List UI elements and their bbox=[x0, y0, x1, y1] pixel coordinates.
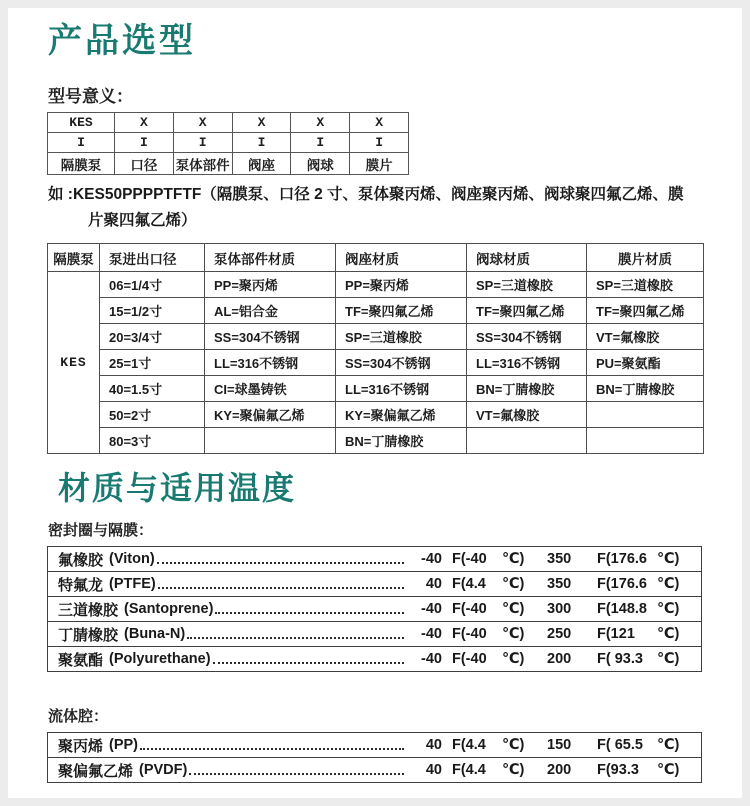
selection-header: 阀座材质 bbox=[336, 244, 467, 272]
selection-cell: LL=316不锈钢 bbox=[467, 350, 587, 376]
min-temp-unit: ℃) bbox=[502, 762, 525, 778]
min-temp-c: F(-40 bbox=[452, 651, 487, 667]
max-temp-unit: ℃) bbox=[657, 737, 680, 753]
selection-cell: 20=3/4寸 bbox=[100, 324, 205, 350]
selection-cell: 06=1/4寸 bbox=[100, 272, 205, 298]
material-name-en: (PP) bbox=[109, 737, 139, 753]
model-cell: 阀球 bbox=[291, 153, 350, 175]
max-temp-c: F(121 bbox=[597, 626, 635, 642]
material-row bbox=[48, 547, 701, 572]
material-row bbox=[48, 622, 701, 647]
model-cell: X bbox=[291, 113, 350, 133]
model-cell: I bbox=[291, 133, 350, 153]
material-row bbox=[48, 758, 701, 782]
max-temp-f: 150 bbox=[547, 737, 572, 753]
model-cell: X bbox=[173, 113, 232, 133]
selection-cell: LL=316不锈钢 bbox=[205, 350, 336, 376]
selection-cell: 50=2寸 bbox=[100, 402, 205, 428]
max-temp-c: F(176.6 bbox=[597, 576, 647, 592]
selection-cell: CI=球墨铸铁 bbox=[205, 376, 336, 402]
material-name-cn: 特氟龙 bbox=[58, 576, 104, 594]
model-cell: I bbox=[115, 133, 174, 153]
selection-cell: SP=三道橡胶 bbox=[587, 272, 704, 298]
max-temp-unit: ℃) bbox=[657, 551, 680, 567]
model-example-line2: 片聚四氟乙烯） bbox=[88, 212, 197, 229]
max-temp-f: 350 bbox=[547, 551, 572, 567]
selection-row bbox=[48, 402, 704, 428]
selection-row bbox=[48, 376, 704, 402]
max-temp-unit: ℃) bbox=[657, 576, 680, 592]
max-temp-unit: ℃) bbox=[657, 601, 680, 617]
min-temp-c: F(4.4 bbox=[452, 762, 486, 778]
selection-row bbox=[48, 272, 704, 298]
selection-cell: SP=三道橡胶 bbox=[336, 324, 467, 350]
model-cell: 阀座 bbox=[232, 153, 291, 175]
page-title: 产品选型 bbox=[48, 22, 196, 60]
min-temp-unit: ℃) bbox=[502, 551, 525, 567]
max-temp-c: F( 65.5 bbox=[597, 737, 643, 753]
min-temp-c: F(-40 bbox=[452, 626, 487, 642]
model-cell: I bbox=[48, 133, 115, 153]
material-name-cn: 聚偏氟乙烯 bbox=[58, 762, 134, 780]
selection-cell: TF=聚四氟乙烯 bbox=[336, 298, 467, 324]
dotted-leader bbox=[157, 562, 404, 564]
selection-cell: 80=3寸 bbox=[100, 428, 205, 454]
material-name-en: (PVDF) bbox=[139, 762, 188, 778]
selection-cell: PU=聚氨酯 bbox=[587, 350, 704, 376]
model-cell: X bbox=[115, 113, 174, 133]
model-cell: X bbox=[232, 113, 291, 133]
dotted-leader bbox=[213, 662, 404, 664]
dotted-leader bbox=[140, 748, 404, 750]
selection-cell: LL=316不锈钢 bbox=[336, 376, 467, 402]
selection-cell: AL=铝合金 bbox=[205, 298, 336, 324]
material-name-en: (Buna-N) bbox=[124, 626, 186, 642]
selection-cell bbox=[587, 428, 704, 454]
min-temp-unit: ℃) bbox=[502, 576, 525, 592]
material-row bbox=[48, 647, 701, 671]
model-code-row bbox=[48, 113, 409, 133]
max-temp-unit: ℃) bbox=[657, 651, 680, 667]
min-temp-c: F(4.4 bbox=[452, 576, 486, 592]
selection-row bbox=[48, 350, 704, 376]
material-row bbox=[48, 733, 701, 758]
min-temp-f: -40 bbox=[421, 651, 442, 667]
material-name-cn: 聚丙烯 bbox=[58, 737, 104, 755]
min-temp-unit: ℃) bbox=[502, 651, 525, 667]
model-cell: I bbox=[173, 133, 232, 153]
dotted-leader bbox=[215, 612, 404, 614]
model-cell: I bbox=[232, 133, 291, 153]
model-cell: X bbox=[350, 113, 409, 133]
section-title-materials: 材质与适用温度 bbox=[58, 470, 297, 506]
min-temp-f: -40 bbox=[421, 551, 442, 567]
max-temp-f: 200 bbox=[547, 651, 572, 667]
material-row bbox=[48, 597, 701, 622]
catalog-page bbox=[8, 8, 742, 798]
selection-cell: 25=1寸 bbox=[100, 350, 205, 376]
max-temp-f: 250 bbox=[547, 626, 572, 642]
max-temp-f: 200 bbox=[547, 762, 572, 778]
selection-cell: BN=丁腈橡胶 bbox=[467, 376, 587, 402]
max-temp-unit: ℃) bbox=[657, 762, 680, 778]
fluid-section-label: 流体腔： bbox=[48, 708, 109, 725]
material-name-en: (PTFE) bbox=[109, 576, 156, 592]
selection-cell: KY=聚偏氟乙烯 bbox=[205, 402, 336, 428]
selection-cell: SS=304不锈钢 bbox=[205, 324, 336, 350]
selection-cell: SP=三道橡胶 bbox=[467, 272, 587, 298]
selection-cell: PP=聚丙烯 bbox=[205, 272, 336, 298]
material-name-en: (Santoprene) bbox=[124, 601, 214, 617]
max-temp-c: F(148.8 bbox=[597, 601, 647, 617]
dotted-leader bbox=[158, 587, 404, 589]
selection-header-row bbox=[48, 244, 704, 272]
material-name-cn: 聚氨酯 bbox=[58, 651, 104, 669]
selection-cell: SS=304不锈钢 bbox=[336, 350, 467, 376]
max-temp-c: F(93.3 bbox=[597, 762, 639, 778]
model-cell: I bbox=[350, 133, 409, 153]
pump-model-cell: KES bbox=[48, 272, 100, 454]
model-meaning-label: 型号意义： bbox=[48, 87, 133, 106]
model-cell: 泵体部件 bbox=[173, 153, 232, 175]
model-cell: 口径 bbox=[115, 153, 174, 175]
selection-cell: BN=丁腈橡胶 bbox=[587, 376, 704, 402]
model-example bbox=[48, 182, 742, 234]
min-temp-c: F(4.4 bbox=[452, 737, 486, 753]
selection-cell: VT=氟橡胶 bbox=[467, 402, 587, 428]
min-temp-c: F(-40 bbox=[452, 601, 487, 617]
selection-cell bbox=[205, 428, 336, 454]
seal-section-label: 密封圈与隔膜： bbox=[48, 522, 154, 539]
min-temp-f: 40 bbox=[425, 576, 442, 592]
min-temp-f: 40 bbox=[425, 762, 442, 778]
selection-row bbox=[48, 324, 704, 350]
selection-cell: BN=丁腈橡胶 bbox=[336, 428, 467, 454]
seal-temperature-table bbox=[47, 546, 702, 672]
selection-cell: 15=1/2寸 bbox=[100, 298, 205, 324]
selection-header: 隔膜泵 bbox=[48, 244, 100, 272]
selection-cell: VT=氟橡胶 bbox=[587, 324, 704, 350]
material-name-en: (Viton) bbox=[109, 551, 155, 567]
min-temp-f: -40 bbox=[421, 626, 442, 642]
model-cell: 隔膜泵 bbox=[48, 153, 115, 175]
material-name-en: (Polyurethane) bbox=[109, 651, 211, 667]
min-temp-unit: ℃) bbox=[502, 737, 525, 753]
selection-cell: 40=1.5寸 bbox=[100, 376, 205, 402]
max-temp-f: 300 bbox=[547, 601, 572, 617]
dotted-leader bbox=[187, 637, 404, 639]
selection-cell: KY=聚偏氟乙烯 bbox=[336, 402, 467, 428]
model-label-row bbox=[48, 153, 409, 175]
model-example-line1: 如 :KES50PPPPTFTF（隔膜泵、口径 2 寸、泵体聚丙烯、阀座聚丙烯、阀球聚四氟乙烯、膜 bbox=[48, 186, 684, 203]
fluid-temperature-table bbox=[47, 732, 702, 783]
min-temp-unit: ℃) bbox=[502, 601, 525, 617]
min-temp-f: 40 bbox=[425, 737, 442, 753]
dotted-leader bbox=[189, 773, 404, 775]
selection-cell bbox=[467, 428, 587, 454]
model-pipe-row bbox=[48, 133, 409, 153]
selection-header: 泵进出口径 bbox=[100, 244, 205, 272]
material-name-cn: 丁腈橡胶 bbox=[58, 626, 119, 644]
max-temp-c: F( 93.3 bbox=[597, 651, 643, 667]
selection-header: 膜片材质 bbox=[587, 244, 704, 272]
selection-row bbox=[48, 428, 704, 454]
selection-header: 泵体部件材质 bbox=[205, 244, 336, 272]
material-name-cn: 三道橡胶 bbox=[58, 601, 119, 619]
selection-cell: TF=聚四氟乙烯 bbox=[587, 298, 704, 324]
model-cell: 膜片 bbox=[350, 153, 409, 175]
min-temp-unit: ℃) bbox=[502, 626, 525, 642]
material-row bbox=[48, 572, 701, 597]
model-code-table bbox=[47, 112, 409, 175]
max-temp-unit: ℃) bbox=[657, 626, 680, 642]
selection-cell bbox=[587, 402, 704, 428]
min-temp-f: -40 bbox=[421, 601, 442, 617]
selection-cell: TF=聚四氟乙烯 bbox=[467, 298, 587, 324]
min-temp-c: F(-40 bbox=[452, 551, 487, 567]
selection-row bbox=[48, 298, 704, 324]
selection-cell: PP=聚丙烯 bbox=[336, 272, 467, 298]
material-name-cn: 氟橡胶 bbox=[58, 551, 104, 569]
max-temp-f: 350 bbox=[547, 576, 572, 592]
selection-cell: SS=304不锈钢 bbox=[467, 324, 587, 350]
selection-header: 阀球材质 bbox=[467, 244, 587, 272]
selection-table bbox=[47, 243, 704, 454]
model-cell: KES bbox=[48, 113, 115, 133]
max-temp-c: F(176.6 bbox=[597, 551, 647, 567]
